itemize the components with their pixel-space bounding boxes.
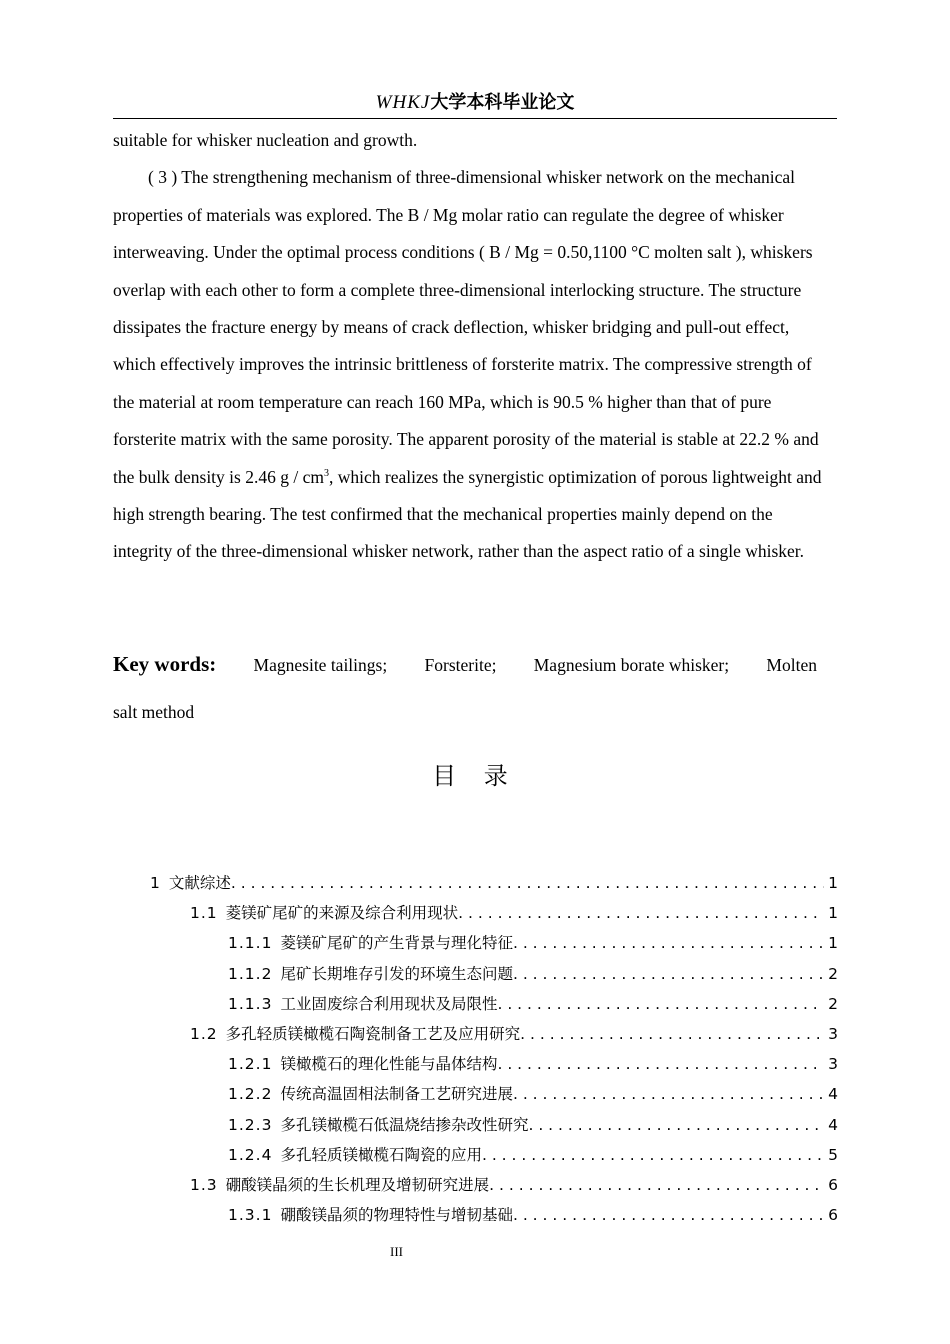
toc-entry-title: 菱镁矿尾矿的来源及综合利用现状 xyxy=(225,904,459,923)
header-title-cjk: 大学本科毕业论文 xyxy=(430,92,575,113)
toc-dot-leader xyxy=(528,1110,824,1140)
toc-title: 目 录 xyxy=(432,762,518,790)
toc-dot-leader xyxy=(231,868,824,898)
paragraph-2-tail: , which realizes the synergistic optimization of porous lightweight and high strength bearing. The test confirmed that the mechanical properties mainly depend on the integrity of the three-dimensional whisker network, rather than the aspect ratio of a single whisker. xyxy=(113,466,822,562)
toc-entry-page: 6 xyxy=(828,1175,838,1194)
toc-entry[interactable] xyxy=(150,1019,838,1049)
toc-entry-number: 1.3 xyxy=(190,1175,218,1194)
toc-entry[interactable] xyxy=(150,1110,838,1140)
toc-entry-title: 文献综述 xyxy=(168,874,231,892)
toc-dot-leader xyxy=(513,1200,824,1230)
keyword-2: Forsterite; xyxy=(424,655,497,675)
toc-entry[interactable] xyxy=(150,959,838,989)
toc-dot-leader xyxy=(489,1170,824,1200)
toc-entry-page: 1 xyxy=(828,874,838,892)
abstract-body xyxy=(113,122,829,571)
toc-entry-number: 1.1 xyxy=(190,904,218,923)
toc-entry-page: 2 xyxy=(828,994,838,1013)
toc-entry-page: 3 xyxy=(828,1024,838,1043)
toc-dot-leader xyxy=(482,1140,824,1170)
toc-entry-title: 菱镁矿尾矿的产生背景与理化特征 xyxy=(280,934,513,953)
toc-entry-page: 6 xyxy=(828,1206,838,1225)
keyword-3: Magnesium borate whisker; xyxy=(533,655,730,675)
toc-entry-title: 镁橄榄石的理化性能与晶体结构 xyxy=(280,1055,498,1074)
toc-dot-leader xyxy=(497,989,824,1019)
keywords-label: Key words: xyxy=(113,652,217,676)
page-number: III xyxy=(390,1244,403,1259)
toc-dot-leader xyxy=(458,898,824,928)
toc-entry-page: 4 xyxy=(828,1085,838,1104)
toc-dot-leader xyxy=(513,928,824,958)
toc-entry-page: 1 xyxy=(828,934,838,953)
toc-entry-number: 1.2.4 xyxy=(228,1145,273,1164)
header-title-latin: WHKJ xyxy=(375,92,431,113)
toc-entry-title: 传统高温固相法制备工艺研究进展 xyxy=(280,1085,513,1104)
toc-dot-leader xyxy=(497,1049,824,1079)
keyword-1: Magnesite tailings; xyxy=(253,655,388,675)
toc-entry[interactable] xyxy=(150,1140,838,1170)
toc-entry[interactable] xyxy=(150,1049,838,1079)
toc-entry[interactable] xyxy=(150,989,838,1019)
toc-entry[interactable] xyxy=(150,1200,838,1230)
toc-entry-number: 1.2.3 xyxy=(228,1115,273,1134)
table-of-contents xyxy=(150,868,838,1230)
toc-dot-leader xyxy=(513,1079,824,1109)
toc-entry-title: 多孔镁橄榄石低温烧结掺杂改性研究 xyxy=(280,1115,529,1134)
toc-entry-page: 1 xyxy=(828,904,838,923)
toc-entry-page: 3 xyxy=(828,1055,838,1074)
toc-entry-number: 1.2 xyxy=(190,1024,218,1043)
paragraph-2-text: ( 3 ) The strengthening mechanism of three-dimensional whisker network on the mechanical properties of materials was explored. The B / Mg molar ratio can regulate the degree of whisker interweaving. Under the optimal process conditions ( B / Mg = 0.50,1100 °C molten salt ), whiskers overlap with each other to form a complete three-dimensional interlocking structure. The structure dissipates the fracture energy by means of crack deflection, whisker bridging and pull-out effect, which effectively improves the intrinsic brittleness of forsterite matrix. The compressive strength of the material at room temperature can reach 160 MPa, which is 90.5 % higher than that of pure forsterite matrix with the same porosity. The apparent porosity of the material is stable at 22.2 % and the bulk density is 2.46 g / cm xyxy=(113,167,819,487)
toc-entry-page: 4 xyxy=(828,1115,838,1134)
keywords-continuation: salt method xyxy=(113,702,195,722)
keyword-4: Molten xyxy=(766,655,817,675)
toc-entry-number: 1.3.1 xyxy=(228,1206,273,1225)
superscript-3: 3 xyxy=(323,467,329,479)
toc-entry-number: 1.1.2 xyxy=(228,964,273,983)
toc-entry-title: 多孔轻质镁橄榄石陶瓷制备工艺及应用研究 xyxy=(225,1024,521,1043)
toc-entry-page: 5 xyxy=(828,1145,838,1164)
toc-entry-number: 1.1.3 xyxy=(228,994,273,1013)
toc-entry[interactable] xyxy=(150,1170,838,1200)
toc-entry-number: 1.2.1 xyxy=(228,1055,273,1074)
toc-entry-number: 1.1.1 xyxy=(228,934,273,953)
abstract-paragraph-1: suitable for whisker nucleation and growth. xyxy=(113,130,418,150)
toc-entry[interactable] xyxy=(150,868,838,898)
toc-dot-leader xyxy=(513,959,824,989)
running-header xyxy=(113,88,837,119)
toc-entry-title: 尾矿长期堆存引发的环境生态问题 xyxy=(280,964,513,983)
keywords-line xyxy=(113,652,817,692)
keywords-block xyxy=(113,652,817,723)
toc-entry[interactable] xyxy=(150,898,838,928)
toc-entry-title: 硼酸镁晶须的物理特性与增韧基础 xyxy=(280,1206,513,1225)
toc-entry-title: 硼酸镁晶须的生长机理及增韧研究进展 xyxy=(225,1175,490,1194)
toc-entry-title: 工业固废综合利用现状及局限性 xyxy=(280,994,498,1013)
toc-entry-number: 1.2.2 xyxy=(228,1085,273,1104)
toc-entry[interactable] xyxy=(150,1079,838,1109)
toc-entry-number: 1 xyxy=(150,874,161,892)
toc-entry-title: 多孔轻质镁橄榄石陶瓷的应用 xyxy=(280,1145,482,1164)
abstract-paragraph-2 xyxy=(113,159,829,570)
toc-entry[interactable] xyxy=(150,928,838,958)
toc-dot-leader xyxy=(520,1019,824,1049)
toc-entry-page: 2 xyxy=(828,964,838,983)
